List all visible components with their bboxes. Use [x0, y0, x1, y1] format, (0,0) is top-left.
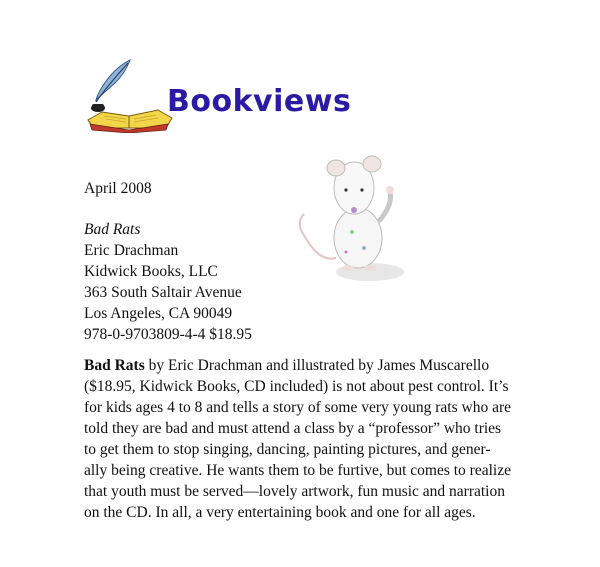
review-line-text: by Eric Drachman and illustrated by James Muscarello [144, 357, 490, 374]
quill-and-open-book-icon [82, 58, 177, 133]
review-body [84, 355, 534, 523]
publisher-city: Los Angeles, CA 90049 [84, 305, 233, 322]
review-date: April 2008 [84, 180, 152, 197]
review-line: to get them to stop singing, dancing, painting pictures, and gener- [84, 441, 491, 458]
review-line: for kids ages 4 to 8 and tells a story of some very young rats who are [84, 399, 512, 416]
review-line: ($18.95, Kidwick Books, CD included) is not about pest control. It’s [84, 378, 509, 395]
review-line: on the CD. In all, a very entertaining book and one for all ages. [84, 504, 476, 521]
book-author: Eric Drachman [84, 242, 179, 259]
review-line: that youth must be served—lovely artwork, fun music and narration [84, 483, 505, 500]
book-publisher: Kidwick Books, LLC [84, 263, 218, 280]
white-rat-illustration [292, 150, 417, 290]
review-line: told they are bad and must attend a class by a “professor” who tries [84, 420, 502, 437]
review-line: ally being creative. He wants them to be furtive, but comes to realize [84, 462, 511, 479]
book-info [84, 219, 252, 345]
site-brand: Bookviews [167, 84, 352, 119]
review-line [84, 355, 534, 376]
isbn-price: 978-0-9703809-4-4 $18.95 [84, 326, 252, 343]
review-title-bold: Bad Rats [84, 357, 145, 374]
publisher-street: 363 South Saltair Avenue [84, 284, 242, 301]
book-title: Bad Rats [84, 221, 141, 238]
